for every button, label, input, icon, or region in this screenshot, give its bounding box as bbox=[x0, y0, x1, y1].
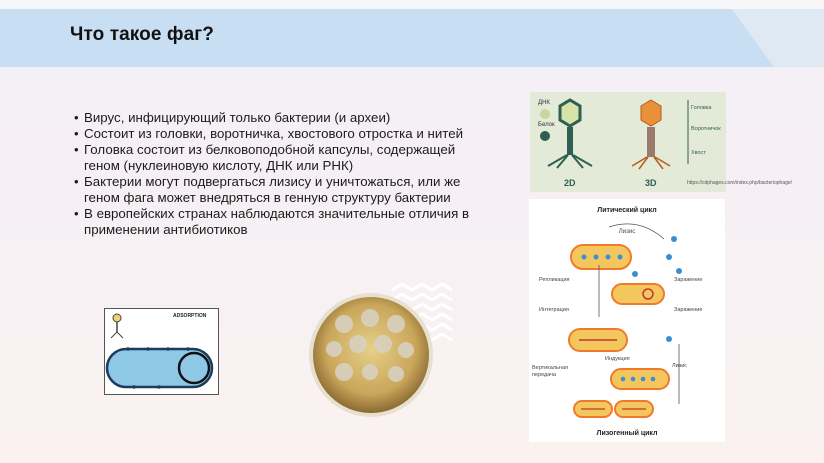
label-2d: 2D bbox=[564, 178, 576, 188]
petri-dish-photo bbox=[308, 292, 436, 418]
bullet-item: • Бактерии могут подвергаться лизису и уничтожаться, или же геном фага может внедряться в генную структуру бактерии bbox=[74, 174, 474, 206]
bullet-item: • Вирус, инфицирующий только бактерии (и археи) bbox=[74, 110, 474, 126]
slide-title: Что такое фаг? bbox=[70, 24, 214, 45]
bacterium-infected bbox=[612, 284, 664, 304]
vertical-transfer-line1: Вертикальная bbox=[532, 365, 568, 371]
lysogenic-cycle-title: Лизогенный цикл bbox=[596, 430, 658, 437]
infection-label-2: Заражение bbox=[674, 307, 703, 313]
bullet-item: • В европейских странах наблюдаются значительные отличия в применении антибиотиков bbox=[74, 206, 474, 238]
part-collar-label: Воротничок bbox=[691, 126, 721, 132]
lytic-cycle-title: Литический цикл bbox=[597, 207, 657, 214]
lysis-bottom-label: Лизис bbox=[672, 363, 688, 369]
source-link: https://cdphages.com/index.php/bacteriophage/ bbox=[687, 180, 793, 186]
bullet-item: • Головка состоит из белковоподобной капсулы, содержащей геном (нуклеиновую кислоту, ДНК или РНК) bbox=[74, 142, 474, 174]
adsorption-label: ADSORPTION bbox=[173, 313, 207, 319]
label-3d: 3D bbox=[645, 178, 657, 188]
integration-label: Интеграция bbox=[539, 307, 569, 313]
protein-legend-dot bbox=[540, 131, 550, 141]
bullet-item: • Состоит из головки, воротничка, хвостового отростка и нитей bbox=[74, 126, 474, 142]
induction-label: Индукция bbox=[605, 356, 630, 362]
lysis-top-label: Лизис bbox=[618, 229, 636, 235]
part-tail-label: Хвост bbox=[691, 150, 706, 156]
legend-dna-label: ДНК bbox=[538, 100, 550, 106]
vertical-transfer-line2: передача bbox=[532, 372, 557, 378]
part-head-label: Головка bbox=[691, 105, 712, 111]
replication-label: Репликация bbox=[539, 277, 570, 283]
top-strip bbox=[0, 0, 824, 9]
dna-legend-dot bbox=[540, 109, 550, 119]
bacterium-shape bbox=[107, 349, 212, 387]
life-cycle-diagram bbox=[529, 199, 725, 442]
legend-protein-label: Белок bbox=[538, 122, 555, 128]
bacterium-induced bbox=[611, 369, 669, 389]
adsorption-figure bbox=[104, 308, 219, 395]
bullet-list bbox=[74, 110, 474, 238]
infection-label-1: Заражение bbox=[674, 277, 703, 283]
phage-structure-figure bbox=[530, 92, 726, 192]
